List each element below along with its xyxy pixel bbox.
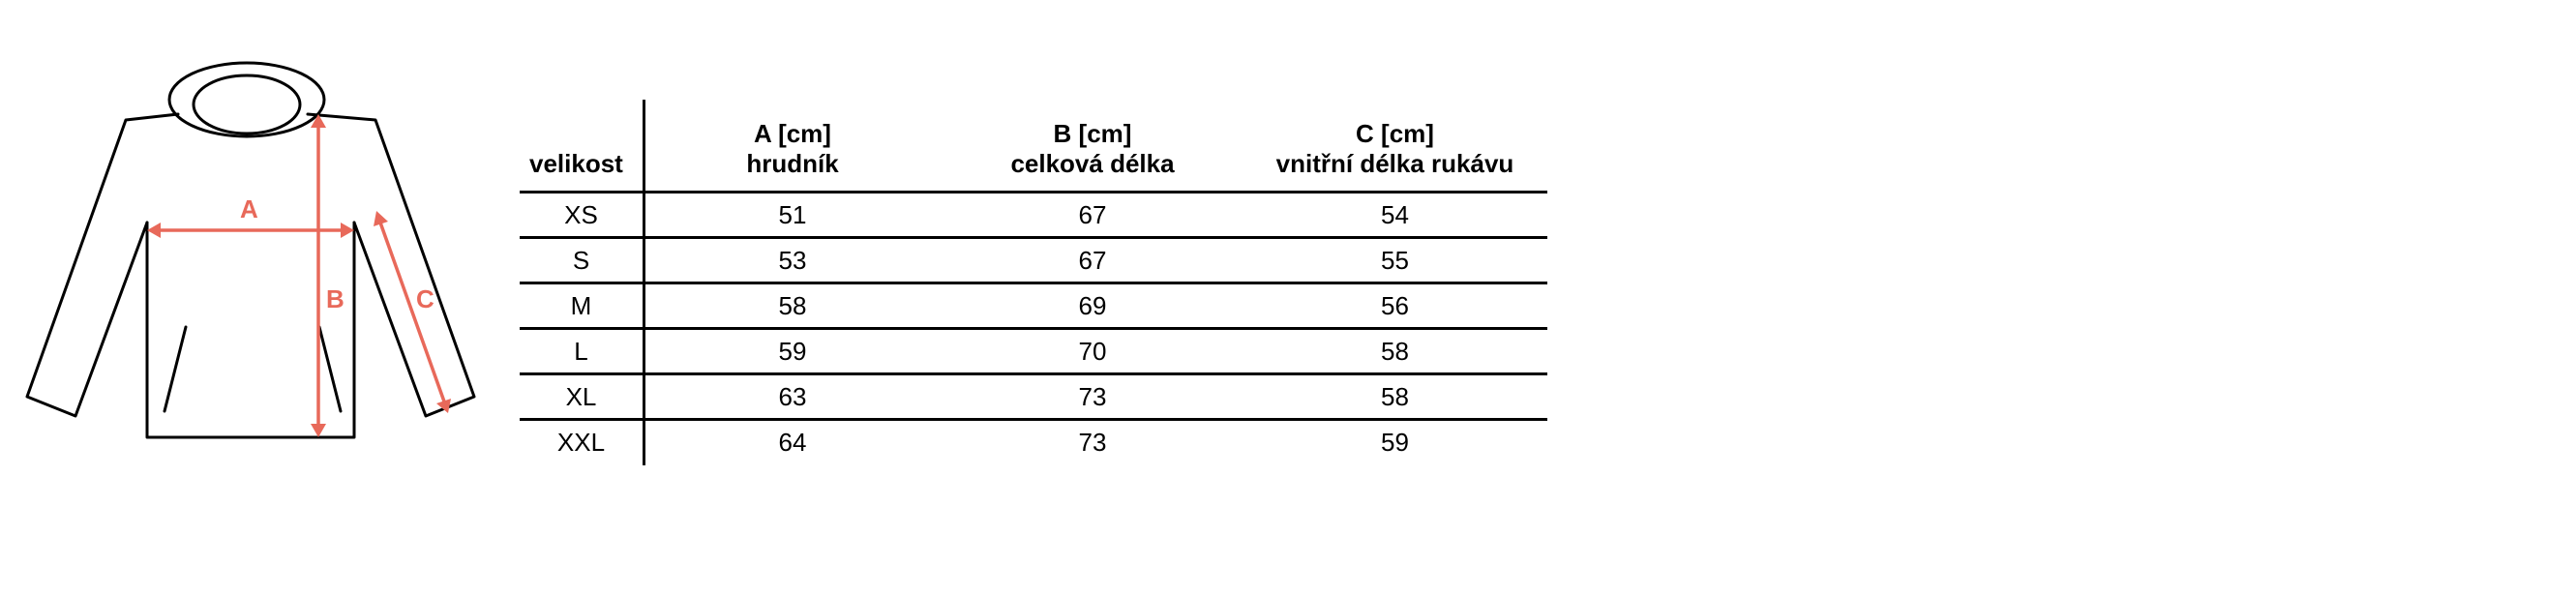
cell-sleeve: 58 bbox=[1381, 381, 1409, 411]
cell-size: M bbox=[570, 290, 592, 320]
cell-sleeve: 55 bbox=[1381, 245, 1409, 275]
cell-length: 70 bbox=[1078, 336, 1107, 366]
measure-a-arrow-left bbox=[147, 223, 161, 238]
cell-size: XXL bbox=[556, 427, 606, 457]
table-row bbox=[520, 330, 1547, 372]
hoodie-size-diagram bbox=[0, 0, 503, 455]
table-row bbox=[520, 284, 1547, 327]
cell-size: L bbox=[574, 336, 588, 366]
table-row bbox=[520, 239, 1547, 282]
header-size bbox=[520, 149, 643, 191]
table-header bbox=[520, 100, 1547, 191]
left-pocket bbox=[165, 327, 186, 411]
cell-length: 73 bbox=[1078, 381, 1107, 411]
right-sleeve bbox=[308, 114, 474, 416]
cell-sleeve: 59 bbox=[1381, 427, 1409, 457]
label-a: A bbox=[240, 194, 258, 223]
hood-outer bbox=[169, 63, 324, 136]
cell-chest: 51 bbox=[778, 199, 807, 229]
table-row bbox=[520, 375, 1547, 418]
header-sleeve-unit: C [cm] bbox=[1356, 119, 1434, 148]
header-sleeve bbox=[1243, 119, 1547, 191]
cell-size: S bbox=[572, 245, 590, 275]
cell-length: 67 bbox=[1078, 199, 1107, 229]
measure-c-line bbox=[380, 223, 444, 402]
right-pocket bbox=[319, 327, 341, 411]
body bbox=[147, 223, 354, 437]
cell-length: 67 bbox=[1078, 245, 1107, 275]
measurements bbox=[147, 114, 451, 437]
header-chest bbox=[643, 119, 943, 191]
header-length bbox=[943, 119, 1243, 191]
hoodie-outline bbox=[27, 63, 474, 437]
header-sleeve-label: vnitřní délka rukávu bbox=[1275, 149, 1514, 178]
header-chest-label: hrudník bbox=[746, 149, 839, 178]
header-length-label: celková délka bbox=[1010, 149, 1175, 178]
header-length-unit: B [cm] bbox=[1053, 119, 1132, 148]
table-row bbox=[520, 421, 1547, 463]
label-b: B bbox=[326, 284, 344, 313]
cell-chest: 53 bbox=[778, 245, 807, 275]
label-c: C bbox=[416, 284, 434, 313]
cell-size: XS bbox=[564, 199, 598, 229]
header-chest-unit: A [cm] bbox=[754, 119, 831, 148]
cell-sleeve: 54 bbox=[1381, 199, 1409, 229]
left-sleeve bbox=[27, 114, 178, 416]
measure-a-arrow-right bbox=[341, 223, 354, 238]
table-row bbox=[520, 193, 1547, 236]
cell-chest: 64 bbox=[778, 427, 807, 457]
cell-chest: 58 bbox=[778, 290, 807, 320]
cell-chest: 59 bbox=[778, 336, 807, 366]
cell-length: 69 bbox=[1078, 290, 1107, 320]
cell-size: XL bbox=[565, 381, 597, 411]
cell-chest: 63 bbox=[778, 381, 807, 411]
cell-sleeve: 58 bbox=[1381, 336, 1409, 366]
measure-b-arrow-bottom bbox=[311, 424, 326, 437]
hood-inner bbox=[194, 75, 300, 134]
cell-length: 73 bbox=[1078, 427, 1107, 457]
cell-sleeve: 56 bbox=[1381, 290, 1409, 320]
header-size-label: velikost bbox=[529, 149, 623, 178]
